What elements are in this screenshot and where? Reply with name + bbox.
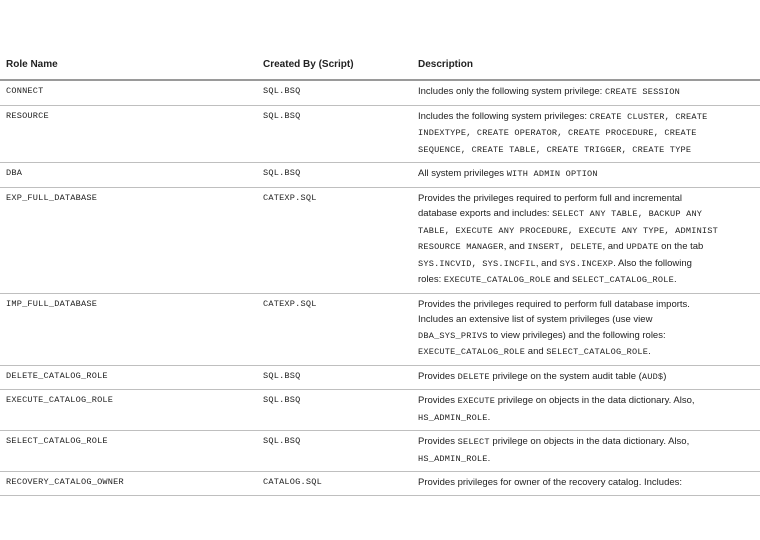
code-text: DBA_SYS_PRIVS [418,330,488,341]
script-cell: SQL.BSQ [257,80,412,105]
header-description: Description [412,50,760,80]
description-line [418,191,754,207]
description-cell [412,390,760,431]
role-name-cell: RECOVERY_CATALOG_OWNER [0,472,257,496]
description-text: , and [503,241,528,252]
script-cell: SQL.BSQ [257,431,412,472]
role-name-cell: EXP_FULL_DATABASE [0,187,257,293]
code-text: CREATE SESSION [604,87,680,97]
code-text: SELECT ANY TABLE, BACKUP ANY [552,209,703,219]
code-text: SELECT_CATALOG_ROLE [546,347,649,357]
code-text: SEQUENCE, CREATE TABLE, CREATE TRIGGER, CREATE TYPE [418,144,692,155]
description-line [418,369,754,386]
description-line [418,125,754,142]
description-text: Provides the privileges required to perform full database imports. [418,298,690,310]
code-text: RESOURCE MANAGER [418,242,504,252]
role-name-cell: CONNECT [0,80,257,105]
header-created-by: Created By (Script) [257,50,412,80]
description-text: and [525,346,547,357]
description-text: . [487,452,491,464]
script-cell: CATALOG.SQL [257,472,412,496]
code-text: DELETE [457,371,490,382]
description-line [418,239,754,256]
description-cell [412,187,760,293]
description-line [418,84,754,101]
table-row [0,105,760,163]
description-text: Includes an extensive list of system privileges (use view [418,314,653,325]
description-text: Provides the privileges required to perform full and incremental [418,192,683,204]
table-row [0,390,760,431]
code-text: INSERT, DELETE [527,242,603,252]
code-text: UPDATE [626,242,659,252]
table-row [0,163,760,188]
description-text: on the tab [658,241,704,252]
description-text: Provides [418,370,458,382]
roles-table [0,50,760,496]
description-line [418,475,754,491]
header-role-name: Role Name [0,50,257,80]
description-line [418,451,754,468]
description-text: roles: [418,274,444,285]
script-cell: SQL.BSQ [257,390,412,431]
description-text: . Also the following [613,257,692,269]
description-text: ) [663,370,667,382]
role-name-cell: IMP_FULL_DATABASE [0,293,257,365]
description-text: to view privileges) and the following roles: [487,329,666,341]
table-row [0,187,760,293]
table-body [0,80,760,495]
description-cell [412,105,760,163]
description-line [418,256,754,273]
role-name-cell: DBA [0,163,257,188]
role-name-cell: EXECUTE_CATALOG_ROLE [0,390,257,431]
description-text: Provides [418,395,458,406]
description-line [418,297,754,313]
description-text: privilege on objects in the data dictionary. Also, [495,395,695,406]
code-text: SYS.INCEXP [559,258,614,269]
description-text: . [673,274,677,285]
script-cell: CATEXP.SQL [257,187,412,293]
description-text: , and [535,257,560,269]
description-text: Includes only the following system privilege: [418,86,605,97]
description-line [418,344,754,361]
description-text: . [648,346,651,357]
description-cell [412,293,760,365]
description-cell [412,472,760,496]
code-text: SELECT_CATALOG_ROLE [572,275,674,285]
code-text: SYS.INCVID, SYS.INCFIL [418,258,536,269]
description-line [418,328,754,345]
role-name-cell: DELETE_CATALOG_ROLE [0,365,257,390]
script-cell: SQL.BSQ [257,163,412,188]
description-cell [412,80,760,105]
code-text: EXECUTE [457,396,496,406]
table-row [0,293,760,365]
code-text: INDEXTYPE, CREATE OPERATOR, CREATE PROCEDURE, CREATE [418,128,697,138]
script-cell: SQL.BSQ [257,365,412,390]
table-row [0,472,760,496]
description-text: All system privileges [418,168,507,179]
description-cell [412,365,760,390]
description-text: privilege on the system audit table ( [489,370,642,382]
description-line [418,410,754,427]
description-text: and [551,274,573,285]
description-line [418,272,754,289]
script-cell: SQL.BSQ [257,105,412,163]
role-name-cell: SELECT_CATALOG_ROLE [0,431,257,472]
description-text: Includes the following system privileges: [418,110,590,122]
description-text: privilege on objects in the data dictionary. Also, [489,436,690,447]
code-text: TABLE, EXECUTE ANY PROCEDURE, EXECUTE ANY TYPE, ADMINIST [418,225,718,236]
table-row [0,80,760,105]
code-text: HS_ADMIN_ROLE [418,412,488,423]
description-line [418,109,754,126]
description-line [418,206,754,223]
description-line [418,223,754,240]
code-text: EXECUTE_CATALOG_ROLE [418,347,526,357]
description-line [418,142,754,159]
table-row [0,365,760,390]
code-text: EXECUTE_CATALOG_ROLE [443,275,552,285]
description-text: Provides [418,436,458,447]
description-text: Provides privileges for owner of the recovery catalog. Includes: [418,477,683,488]
description-text: , and [602,241,627,252]
description-line [418,393,754,410]
table-header-row [0,50,760,80]
description-line [418,166,754,183]
code-text: AUD$ [641,371,664,382]
script-cell: CATEXP.SQL [257,293,412,365]
description-text: . [487,411,491,423]
role-name-cell: RESOURCE [0,105,257,163]
code-text: CREATE CLUSTER, CREATE [589,111,708,122]
description-cell [412,163,760,188]
role-table-frame [0,50,720,488]
code-text: HS_ADMIN_ROLE [418,453,488,464]
code-text: WITH ADMIN OPTION [506,169,598,179]
table-row [0,431,760,472]
description-line [418,434,754,451]
description-text: database exports and includes: [418,208,553,219]
description-cell [412,431,760,472]
description-line [418,312,754,328]
code-text: SELECT [457,437,490,447]
